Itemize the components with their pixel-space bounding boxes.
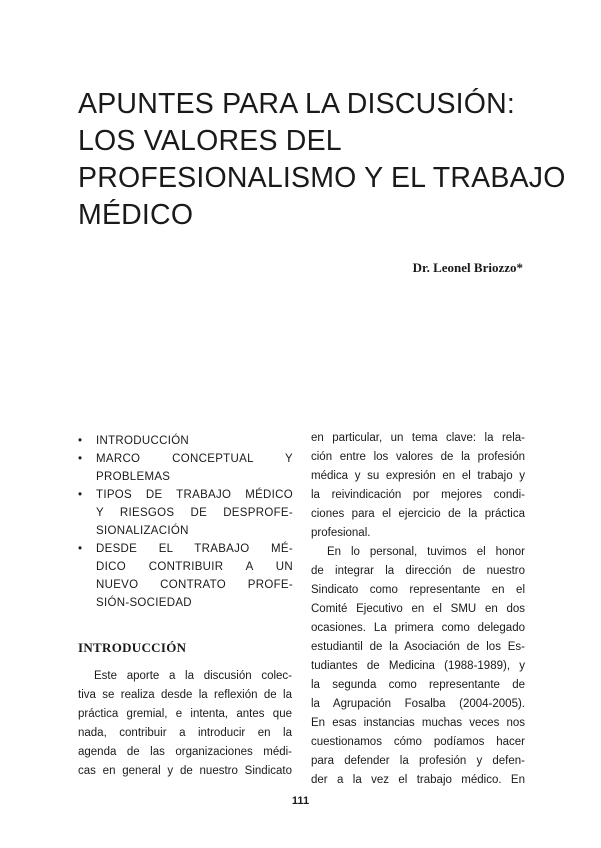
text-line: la Agrupación Fosalba (2004-2005). [311,698,525,710]
contents-item-line: • DESDE EL TRABAJO MÉ- [96,543,293,555]
text-line: ciones para el ejercicio de la práctica [311,508,525,520]
text-line: profesional. [311,527,371,539]
text-line: cas en general y de nuestro Sindicato [78,765,292,777]
text-line: en particular, un tema clave: la rela- [311,432,525,444]
author-name: Dr. Leonel Briozzo* [412,260,523,275]
contents-item [78,450,293,486]
contents-item-line: Y RIESGOS DE DESPROFE- [96,507,293,519]
contents-item-line: • INTRODUCCIÓN [96,435,190,447]
text-line: Este aporte a la discusión colec- [94,670,292,682]
text-line: En lo personal, tuvimos el honor [327,546,525,558]
text-line: de integrar la dirección de nuestro [311,565,525,577]
title-line: MÉDICO [78,199,194,231]
text-line: agenda de las organizaciones médi- [78,746,292,758]
text-line: tiva se realiza desde la reflexión de la [78,689,292,701]
contents-item-line: • TIPOS DE TRABAJO MÉDICO [96,489,293,501]
title-line: LOS VALORES DEL [78,125,342,157]
contents-item-line: SIONALIZACIÓN [96,525,189,537]
left-column-text [78,667,292,781]
contents-item-line: NUEVO CONTRATO PROFE- [96,579,293,591]
contents-item [78,486,293,540]
contents-item-line: DICO CONTRIBUIR A UN [96,561,293,573]
text-line: En esas instancias muchas veces nos [311,717,525,729]
text-line: Sindicato como representante en el [311,584,525,596]
contents-item-line: PROBLEMAS [96,471,171,483]
page-number: 111 [291,795,310,807]
title-line: PROFESIONALISMO Y EL TRABAJO [78,162,566,194]
text-line: la reivindicación por mejores condi- [311,489,525,501]
text-line: médica y su expresión en el trabajo y [311,470,525,482]
contents-item-line: • MARCO CONCEPTUAL Y [96,453,293,465]
contents-item-line: SIÓN-SOCIEDAD [96,597,192,609]
text-line: Comité Ejecutivo en el SMU en dos [311,603,525,615]
text-line: para defender la profesión y defen- [311,755,525,767]
title-line: APUNTES PARA LA DISCUSIÓN: [78,88,516,120]
text-line: nada, contribuir a introducir en la [78,727,292,739]
text-line: tudiantes de Medicina (1988-1989), y [311,660,525,672]
text-line: ocasiones. La primera como delegado [311,622,525,634]
right-column-text [311,429,525,790]
text-line: cuestionamos cómo podíamos hacer [311,736,525,748]
text-line: der a la vez el trabajo médico. En [311,774,525,786]
article-title [78,86,566,234]
section-heading: INTRODUCCIÓN [78,640,187,655]
text-line: estudiantil de la Asociación de los Es- [311,641,525,653]
contents-list [78,432,293,612]
contents-item [78,432,293,450]
text-line: ción entre los valores de la profesión [311,451,525,463]
contents-item [78,540,293,612]
text-line: práctica gremial, e intenta, antes que [78,708,292,720]
text-line: la segunda como representante de [311,679,525,691]
